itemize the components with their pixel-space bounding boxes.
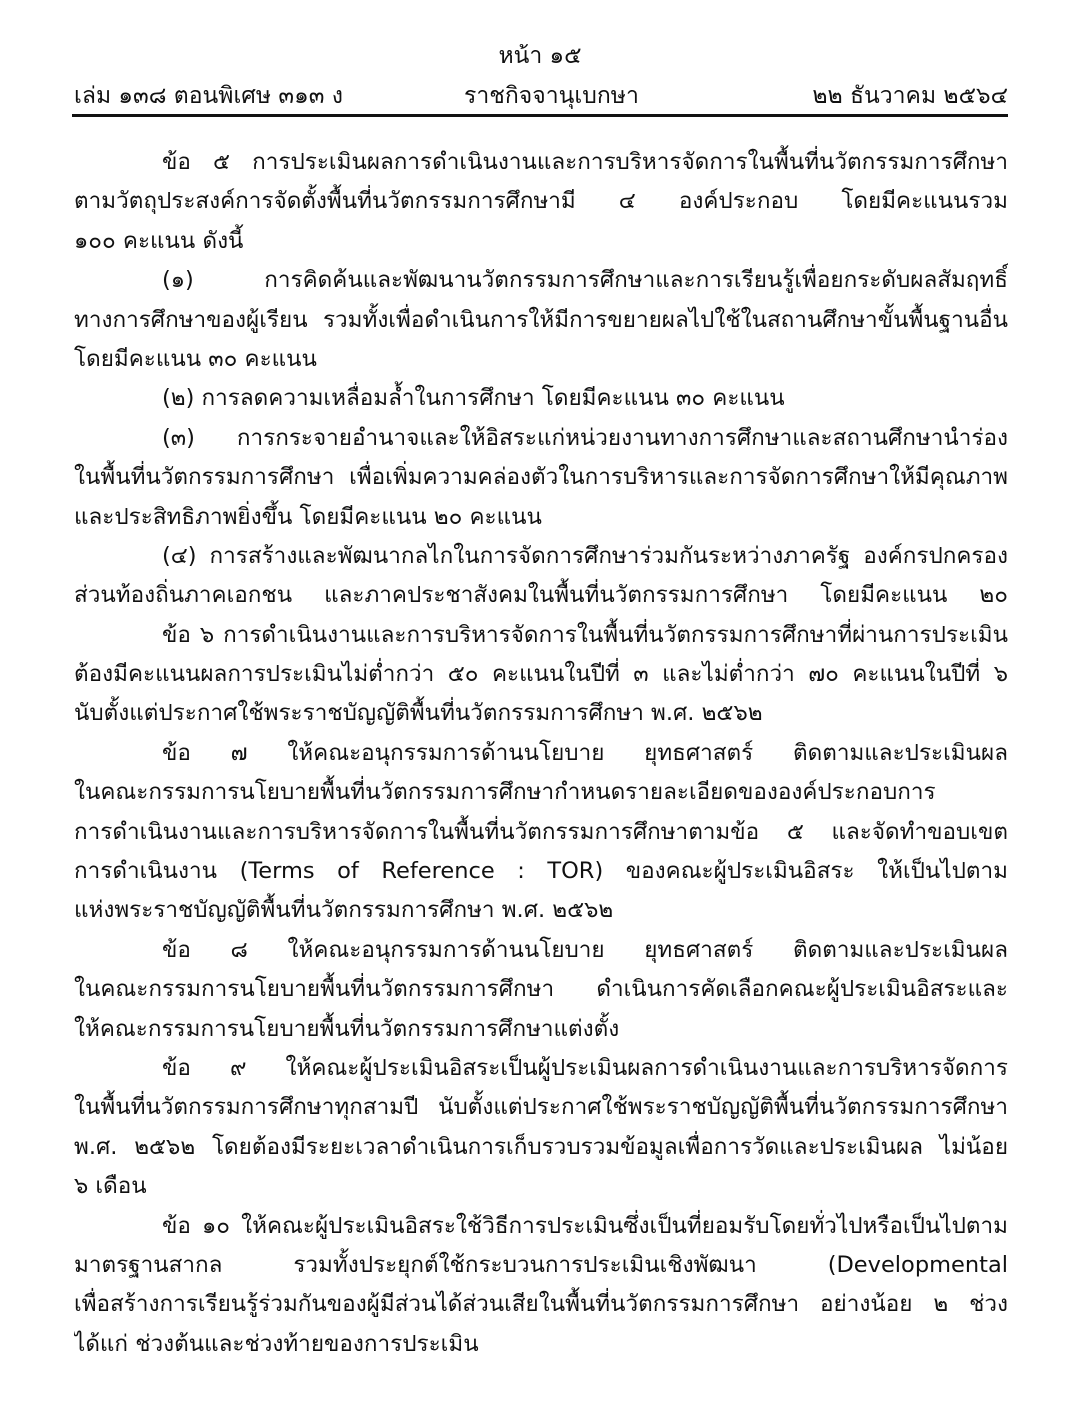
text-line: ให้คณะกรรมการนโยบายพื้นที่นวัตกรรมการศึกษาแต่งตั้ง [74,1015,620,1042]
header-rule [72,114,1008,117]
text-line: มาตรฐานสากล รวมทั้งประยุกต์ใช้กระบวนการประเมินเชิงพัฒนา (Developmental [74,1251,1008,1278]
text-line: (๓) การกระจายอำนาจและให้อิสระแก่หน่วยงานทางการศึกษาและสถานศึกษานำร่อง [162,424,1008,451]
text-line: (๒) การลดความเหลื่อมล้ำในการศึกษา โดยมีคะแนน ๓๐ คะแนน [162,385,785,412]
text-line: การดำเนินงาน (Terms of Reference : TOR) ของคณะผู้ประเมินอิสระ ให้เป็นไปตาม [74,858,1008,885]
text-line: ต้องมีคะแนนผลการประเมินไม่ต่ำกว่า ๕๐ คะแนนในปีที่ ๓ และไม่ต่ำกว่า ๗๐ คะแนนในปีที่ ๖ [74,661,1008,688]
text-line: ส่วนท้องถิ่นภาคเอกชน และภาคประชาสังคมในพื้นที่นวัตกรรมการศึกษา โดยมีคะแนน ๒๐ [74,582,1008,609]
text-line: ได้แก่ ช่วงต้นและช่วงท้ายของการประเมิน [74,1330,479,1357]
publication-name: ราชกิจจานุเบกษา [464,83,639,109]
text-line: ในพื้นที่นวัตกรรมการศึกษา เพื่อเพิ่มความคล่องตัวในการบริหารและการจัดการศึกษาให้มีคุณภาพ [74,464,1008,491]
text-line: ตามวัตถุประสงค์การจัดตั้งพื้นที่นวัตกรรมการศึกษามี ๔ องค์ประกอบ โดยมีคะแนนรวม [74,188,1008,215]
gazette-header [74,78,1008,112]
page-number: หน้า ๑๕ [498,43,582,69]
text-line: โดยมีคะแนน ๓๐ คะแนน [74,345,317,372]
text-line: และประสิทธิภาพยิ่งขึ้น โดยมีคะแนน ๒๐ คะแนน [74,503,542,530]
text-line: ข้อ ๑๐ ให้คณะผู้ประเมินอิสระใช้วิธีการประเมินซึ่งเป็นที่ยอมรับโดยทั่วไปหรือเป็นไปตาม [162,1212,1008,1239]
text-line: เพื่อสร้างการเรียนรู้ร่วมกันของผู้มีส่วนได้ส่วนเสียในพื้นที่นวัตกรรมการศึกษา อย่างน้อย ๒ ช่วง [74,1291,1008,1318]
text-line: ในคณะกรรมการนโยบายพื้นที่นวัตกรรมการศึกษากำหนดรายละเอียดขององค์ประกอบการ [74,779,936,806]
text-line: แห่งพระราชบัญญัติพื้นที่นวัตกรรมการศึกษา พ.ศ. ๒๕๖๒ [74,897,614,924]
text-line: นับตั้งแต่ประกาศใช้พระราชบัญญัติพื้นที่นวัตกรรมการศึกษา พ.ศ. ๒๕๖๒ [74,700,763,727]
volume-info: เล่ม ๑๓๘ ตอนพิเศษ ๓๑๓ ง [74,83,343,109]
text-line: ข้อ ๕ การประเมินผลการดำเนินงานและการบริหารจัดการในพื้นที่นวัตกรรมการศึกษา [162,149,1008,175]
text-line: (๑) การคิดค้นและพัฒนานวัตกรรมการศึกษาและการเรียนรู้เพื่อยกระดับผลสัมฤทธิ์ [162,267,1008,294]
text-line: (๔) การสร้างและพัฒนากลไกในการจัดการศึกษาร่วมกันระหว่างภาครัฐ องค์กรปกครอง [162,542,1008,569]
text-line: ทางการศึกษาของผู้เรียน รวมทั้งเพื่อดำเนินการให้มีการขยายผลไปใช้ในสถานศึกษาขั้นพื้นฐานอื่น [74,306,1008,333]
text-line: ข้อ ๖ การดำเนินงานและการบริหารจัดการในพื้นที่นวัตกรรมการศึกษาที่ผ่านการประเมิน [162,621,1008,648]
text-line: ข้อ ๗ ให้คณะอนุกรรมการด้านนโยบาย ยุทธศาสตร์ ติดตามและประเมินผล [162,739,1008,766]
text-line: ข้อ ๘ ให้คณะอนุกรรมการด้านนโยบาย ยุทธศาสตร์ ติดตามและประเมินผล [162,936,1008,963]
text-line: ๖ เดือน [74,1173,147,1200]
document-body [74,143,1008,1364]
text-line: ๑๐๐ คะแนน ดังนี้ [74,227,244,254]
text-line: ในพื้นที่นวัตกรรมการศึกษาทุกสามปี นับตั้งแต่ประกาศใช้พระราชบัญญัติพื้นที่นวัตกรรมการศึกษา [74,1094,1008,1121]
text-line: ในคณะกรรมการนโยบายพื้นที่นวัตกรรมการศึกษา ดำเนินการคัดเลือกคณะผู้ประเมินอิสระและ [74,976,1008,1003]
text-line: การดำเนินงานและการบริหารจัดการในพื้นที่นวัตกรรมการศึกษาตามข้อ ๕ และจัดทำขอบเขต [74,818,1008,845]
text-line: ข้อ ๙ ให้คณะผู้ประเมินอิสระเป็นผู้ประเมินผลการดำเนินงานและการบริหารจัดการ [162,1054,1008,1081]
text-line: พ.ศ. ๒๕๖๒ โดยต้องมีระยะเวลาดำเนินการเก็บรวบรวมข้อมูลเพื่อการวัดและประเมินผล ไม่น้อย [74,1133,1008,1160]
publication-date: ๒๒ ธันวาคม ๒๕๖๔ [812,83,1008,109]
